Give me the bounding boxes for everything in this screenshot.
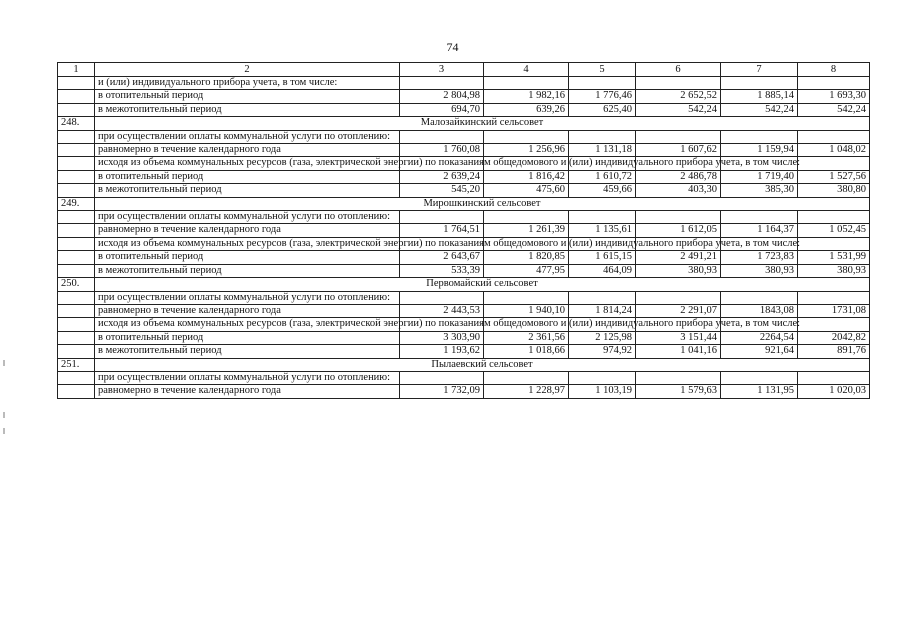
value-cell xyxy=(569,130,636,143)
value-cell xyxy=(484,291,569,304)
value-cell: 625,40 xyxy=(569,103,636,116)
value-cell: 1 579,63 xyxy=(636,385,721,398)
value-cell: 1 193,62 xyxy=(400,345,484,358)
row-description: в межотопительный период xyxy=(95,345,400,358)
section-row xyxy=(58,117,870,130)
row-index xyxy=(58,157,95,170)
value-cell: 545,20 xyxy=(400,184,484,197)
value-cell: 1 776,46 xyxy=(569,90,636,103)
value-cell: 1 982,16 xyxy=(484,90,569,103)
row-index xyxy=(58,385,95,398)
column-header: 1 xyxy=(58,63,95,77)
table-row xyxy=(58,224,870,237)
value-cell: 1 940,10 xyxy=(484,304,569,317)
row-index: 248. xyxy=(58,117,95,130)
value-cell: 2 491,21 xyxy=(636,251,721,264)
column-header: 4 xyxy=(484,63,569,77)
value-cell: 1 527,56 xyxy=(798,170,870,183)
value-cell: 1 048,02 xyxy=(798,144,870,157)
table-row xyxy=(58,130,870,143)
value-cell: 2 291,07 xyxy=(636,304,721,317)
value-cell: 477,95 xyxy=(484,264,569,277)
value-cell xyxy=(400,291,484,304)
value-cell xyxy=(569,371,636,384)
row-index xyxy=(58,77,95,90)
value-cell xyxy=(569,211,636,224)
table-row xyxy=(58,291,870,304)
table-body xyxy=(58,77,870,399)
value-cell: 891,76 xyxy=(798,345,870,358)
value-cell xyxy=(721,77,798,90)
value-cell xyxy=(636,77,721,90)
row-index xyxy=(58,291,95,304)
section-title: Пылаевский сельсовет xyxy=(95,358,870,371)
column-header: 5 xyxy=(569,63,636,77)
value-cell: 921,64 xyxy=(721,345,798,358)
row-index xyxy=(58,90,95,103)
value-cell: 1 131,18 xyxy=(569,144,636,157)
value-cell: 1 041,16 xyxy=(636,345,721,358)
row-index xyxy=(58,224,95,237)
value-cell xyxy=(798,291,870,304)
value-cell xyxy=(400,371,484,384)
value-cell xyxy=(798,211,870,224)
value-cell xyxy=(798,237,870,250)
row-description: исходя из объема коммунальных ресурсов (газа, электрической энергии) по показаниям общедомового и (или) индивидуального прибора учета, в том числе: xyxy=(95,157,400,170)
value-cell: 1 164,37 xyxy=(721,224,798,237)
row-description: при осуществлении оплаты коммунальной услуги по отоплению: xyxy=(95,130,400,143)
value-cell xyxy=(484,77,569,90)
value-cell: 385,30 xyxy=(721,184,798,197)
value-cell xyxy=(400,130,484,143)
value-cell xyxy=(798,157,870,170)
section-row xyxy=(58,197,870,210)
row-description: исходя из объема коммунальных ресурсов (газа, электрической энергии) по показаниям общедомового и (или) индивидуального прибора учета, в том числе: xyxy=(95,318,400,331)
section-title: Первомайский сельсовет xyxy=(95,278,870,291)
value-cell xyxy=(798,371,870,384)
value-cell: 1843,08 xyxy=(721,304,798,317)
table-row xyxy=(58,90,870,103)
row-index xyxy=(58,345,95,358)
row-index xyxy=(58,103,95,116)
column-header: 2 xyxy=(95,63,400,77)
value-cell: 1 816,42 xyxy=(484,170,569,183)
margin-mark xyxy=(3,428,5,434)
margin-mark xyxy=(3,360,5,366)
value-cell: 639,26 xyxy=(484,103,569,116)
value-cell xyxy=(798,318,870,331)
row-index xyxy=(58,170,95,183)
value-cell: 1 052,45 xyxy=(798,224,870,237)
value-cell: 1 607,62 xyxy=(636,144,721,157)
row-description: в межотопительный период xyxy=(95,103,400,116)
value-cell xyxy=(636,371,721,384)
row-index xyxy=(58,318,95,331)
column-header: 8 xyxy=(798,63,870,77)
row-description: в отопительный период xyxy=(95,90,400,103)
table-row xyxy=(58,157,870,170)
row-description: при осуществлении оплаты коммунальной услуги по отоплению: xyxy=(95,371,400,384)
value-cell: 403,30 xyxy=(636,184,721,197)
section-row xyxy=(58,358,870,371)
value-cell: 2 652,52 xyxy=(636,90,721,103)
value-cell: 2 125,98 xyxy=(569,331,636,344)
column-header: 3 xyxy=(400,63,484,77)
margin-mark xyxy=(3,412,5,418)
value-cell: 2 486,78 xyxy=(636,170,721,183)
value-cell: 1 531,99 xyxy=(798,251,870,264)
value-cell: 3 151,44 xyxy=(636,331,721,344)
table-row xyxy=(58,103,870,116)
row-index xyxy=(58,237,95,250)
table-row xyxy=(58,237,870,250)
row-index: 250. xyxy=(58,278,95,291)
value-cell xyxy=(636,211,721,224)
row-index xyxy=(58,304,95,317)
value-cell: 3 303,90 xyxy=(400,331,484,344)
value-cell: 2 639,24 xyxy=(400,170,484,183)
table-row xyxy=(58,264,870,277)
value-cell: 1 159,94 xyxy=(721,144,798,157)
value-cell: 1 732,09 xyxy=(400,385,484,398)
value-cell: 1 885,14 xyxy=(721,90,798,103)
value-cell: 459,66 xyxy=(569,184,636,197)
value-cell: 1 228,97 xyxy=(484,385,569,398)
row-description: в отопительный период xyxy=(95,331,400,344)
row-index: 251. xyxy=(58,358,95,371)
value-cell: 1 764,51 xyxy=(400,224,484,237)
table-row xyxy=(58,251,870,264)
value-cell: 1 135,61 xyxy=(569,224,636,237)
value-cell: 380,93 xyxy=(721,264,798,277)
value-cell xyxy=(569,291,636,304)
column-header: 7 xyxy=(721,63,798,77)
table-row xyxy=(58,170,870,183)
row-index xyxy=(58,184,95,197)
value-cell: 1 723,83 xyxy=(721,251,798,264)
row-description: в отопительный период xyxy=(95,251,400,264)
value-cell: 2 361,56 xyxy=(484,331,569,344)
value-cell: 464,09 xyxy=(569,264,636,277)
table-row xyxy=(58,144,870,157)
row-index xyxy=(58,144,95,157)
value-cell: 694,70 xyxy=(400,103,484,116)
value-cell: 1 693,30 xyxy=(798,90,870,103)
header-row xyxy=(58,63,870,77)
value-cell xyxy=(798,130,870,143)
value-cell: 475,60 xyxy=(484,184,569,197)
tariff-table xyxy=(57,62,870,399)
value-cell: 2264,54 xyxy=(721,331,798,344)
section-row xyxy=(58,278,870,291)
value-cell: 2 443,53 xyxy=(400,304,484,317)
row-index xyxy=(58,331,95,344)
value-cell: 1 018,66 xyxy=(484,345,569,358)
value-cell: 380,93 xyxy=(636,264,721,277)
value-cell: 1 820,85 xyxy=(484,251,569,264)
value-cell: 1 615,15 xyxy=(569,251,636,264)
value-cell: 1 814,24 xyxy=(569,304,636,317)
value-cell xyxy=(484,130,569,143)
value-cell xyxy=(400,211,484,224)
value-cell xyxy=(798,77,870,90)
page-number: 74 xyxy=(446,40,459,54)
row-description: исходя из объема коммунальных ресурсов (газа, электрической энергии) по показаниям общедомового и (или) индивидуального прибора учета, в том числе: xyxy=(95,237,400,250)
row-index xyxy=(58,211,95,224)
row-index: 249. xyxy=(58,197,95,210)
value-cell: 542,24 xyxy=(636,103,721,116)
value-cell: 1 020,03 xyxy=(798,385,870,398)
row-description: в межотопительный период xyxy=(95,184,400,197)
value-cell: 533,39 xyxy=(400,264,484,277)
value-cell xyxy=(484,371,569,384)
row-index xyxy=(58,264,95,277)
column-header: 6 xyxy=(636,63,721,77)
value-cell: 542,24 xyxy=(798,103,870,116)
row-description: равномерно в течение календарного года xyxy=(95,304,400,317)
row-description: равномерно в течение календарного года xyxy=(95,385,400,398)
table-row xyxy=(58,345,870,358)
table-row xyxy=(58,304,870,317)
value-cell: 2 643,67 xyxy=(400,251,484,264)
value-cell xyxy=(400,77,484,90)
value-cell: 2 804,98 xyxy=(400,90,484,103)
row-index xyxy=(58,371,95,384)
row-description: в межотопительный период xyxy=(95,264,400,277)
value-cell: 1 256,96 xyxy=(484,144,569,157)
value-cell: 1 610,72 xyxy=(569,170,636,183)
row-description: при осуществлении оплаты коммунальной услуги по отоплению: xyxy=(95,211,400,224)
value-cell: 1 131,95 xyxy=(721,385,798,398)
value-cell xyxy=(721,211,798,224)
table-row xyxy=(58,371,870,384)
value-cell: 380,93 xyxy=(798,264,870,277)
row-description: равномерно в течение календарного года xyxy=(95,144,400,157)
section-title: Мирошкинский сельсовет xyxy=(95,197,870,210)
value-cell: 1 760,08 xyxy=(400,144,484,157)
value-cell: 1 612,05 xyxy=(636,224,721,237)
table-row xyxy=(58,211,870,224)
value-cell xyxy=(484,211,569,224)
value-cell: 1731,08 xyxy=(798,304,870,317)
value-cell: 380,80 xyxy=(798,184,870,197)
table-row xyxy=(58,184,870,197)
row-description: в отопительный период xyxy=(95,170,400,183)
value-cell: 1 261,39 xyxy=(484,224,569,237)
value-cell xyxy=(721,291,798,304)
value-cell xyxy=(636,291,721,304)
row-description: при осуществлении оплаты коммунальной услуги по отоплению: xyxy=(95,291,400,304)
table-row xyxy=(58,385,870,398)
value-cell: 2042,82 xyxy=(798,331,870,344)
row-description: равномерно в течение календарного года xyxy=(95,224,400,237)
value-cell: 542,24 xyxy=(721,103,798,116)
section-title: Малозайкинский сельсовет xyxy=(95,117,870,130)
value-cell xyxy=(636,130,721,143)
value-cell: 1 719,40 xyxy=(721,170,798,183)
value-cell xyxy=(721,371,798,384)
table-row xyxy=(58,331,870,344)
row-description: и (или) индивидуального прибора учета, в том числе: xyxy=(95,77,400,90)
value-cell: 1 103,19 xyxy=(569,385,636,398)
value-cell xyxy=(721,130,798,143)
value-cell xyxy=(569,77,636,90)
table-row xyxy=(58,318,870,331)
row-index xyxy=(58,251,95,264)
row-index xyxy=(58,130,95,143)
value-cell: 974,92 xyxy=(569,345,636,358)
table-row xyxy=(58,77,870,90)
